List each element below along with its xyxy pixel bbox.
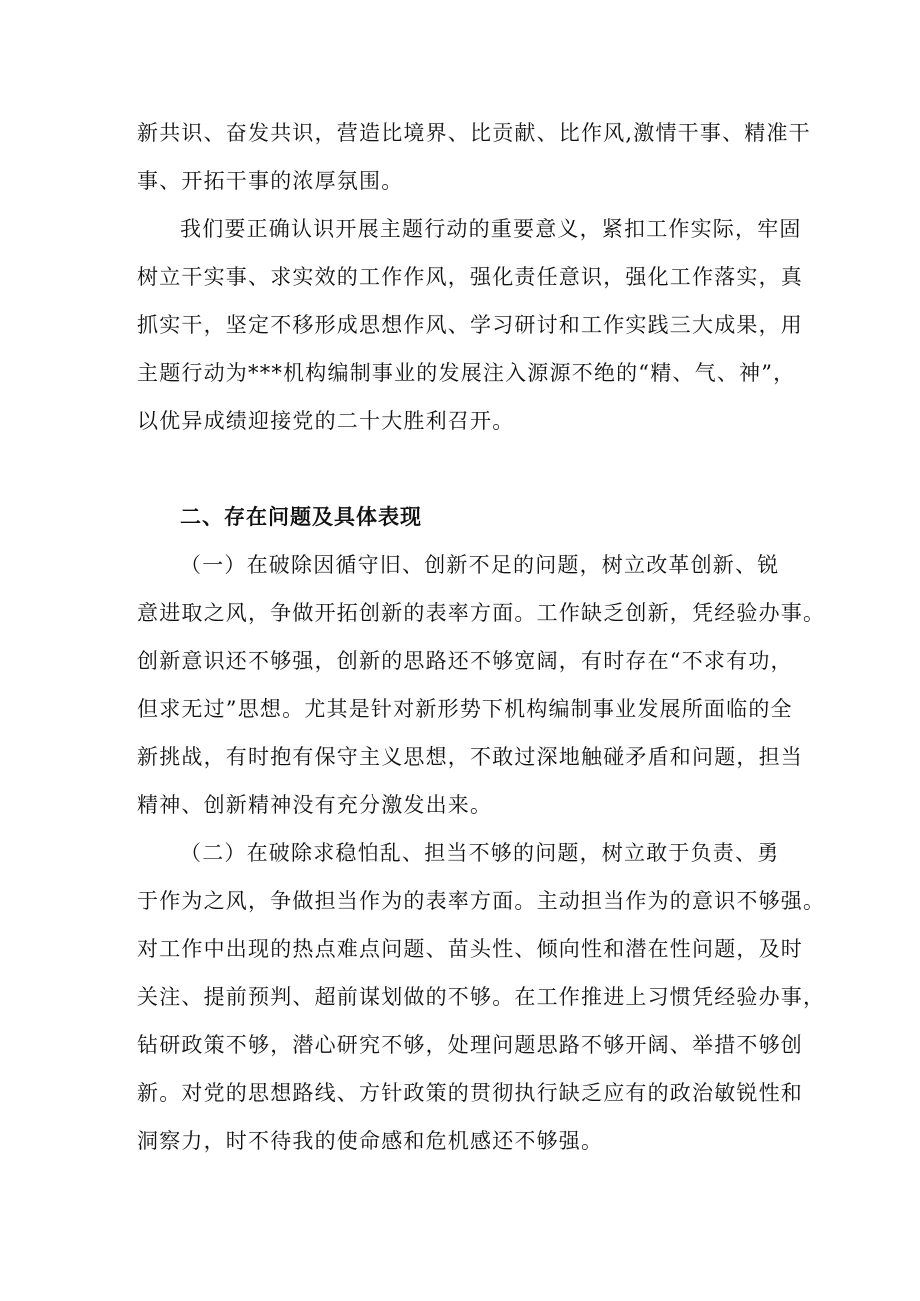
paragraph-first-line: 我们要正确认识开展主题行动的重要意义，紧扣工作实际，牢固 bbox=[180, 217, 802, 241]
body-text-line: 精神、创新精神没有充分激发出来。 bbox=[137, 793, 493, 817]
body-text-line: 新挑战，有时抱有保守主义思想，不敢过深地触碰矛盾和问题，担当 bbox=[137, 745, 803, 769]
body-text-line: 但求无过”思想。尤其是针对新形势下机构编制事业发展所面临的全 bbox=[137, 697, 793, 721]
body-text-line: 树立干实事、求实效的工作作风，强化责任意识，强化工作落实，真 bbox=[137, 265, 803, 289]
paragraph-first-line: （一）在破除因循守旧、创新不足的问题，树立改革创新、锐 bbox=[180, 553, 780, 577]
body-text-line: 对工作中出现的热点难点问题、苗头性、倾向性和潜在性问题，及时 bbox=[137, 937, 803, 961]
body-text-line: 关注、提前预判、超前谋划做的不够。在工作推进上习惯凭经验办事， bbox=[137, 985, 826, 1009]
section-heading: 二、存在问题及具体表现 bbox=[180, 505, 422, 529]
body-text-line: 钻研政策不够，潜心研究不够，处理问题思路不够开阔、举措不够创 bbox=[137, 1033, 803, 1057]
body-text-line: 新共识、奋发共识，营造比境界、比贡献、比作风,激情干事、精准干 bbox=[137, 121, 811, 145]
body-text-line: 抓实干，坚定不移形成思想作风、学习研讨和工作实践三大成果，用 bbox=[137, 313, 803, 337]
body-text-line: 以优异成绩迎接党的二十大胜利召开。 bbox=[137, 409, 515, 433]
body-text-line: 主题行动为***机构编制事业的发展注入源源不绝的“精、气、神”， bbox=[137, 361, 796, 385]
body-text-line: 意进取之风，争做开拓创新的表率方面。工作缺乏创新，凭经验办事。 bbox=[137, 601, 826, 625]
body-text-line: 于作为之风，争做担当作为的表率方面。主动担当作为的意识不够强。 bbox=[137, 889, 826, 913]
paragraph-first-line: （二）在破除求稳怕乱、担当不够的问题，树立敢于负责、勇 bbox=[180, 841, 780, 865]
body-text-line: 洞察力，时不待我的使命感和危机感还不够强。 bbox=[137, 1129, 604, 1153]
body-text-line: 新。对党的思想路线、方针政策的贯彻执行缺乏应有的政治敏锐性和 bbox=[137, 1081, 803, 1105]
body-text-line: 事、开拓干事的浓厚氛围。 bbox=[137, 169, 404, 193]
body-text-line: 创新意识还不够强，创新的思路还不够宽阔，有时存在“不求有功， bbox=[137, 649, 793, 673]
